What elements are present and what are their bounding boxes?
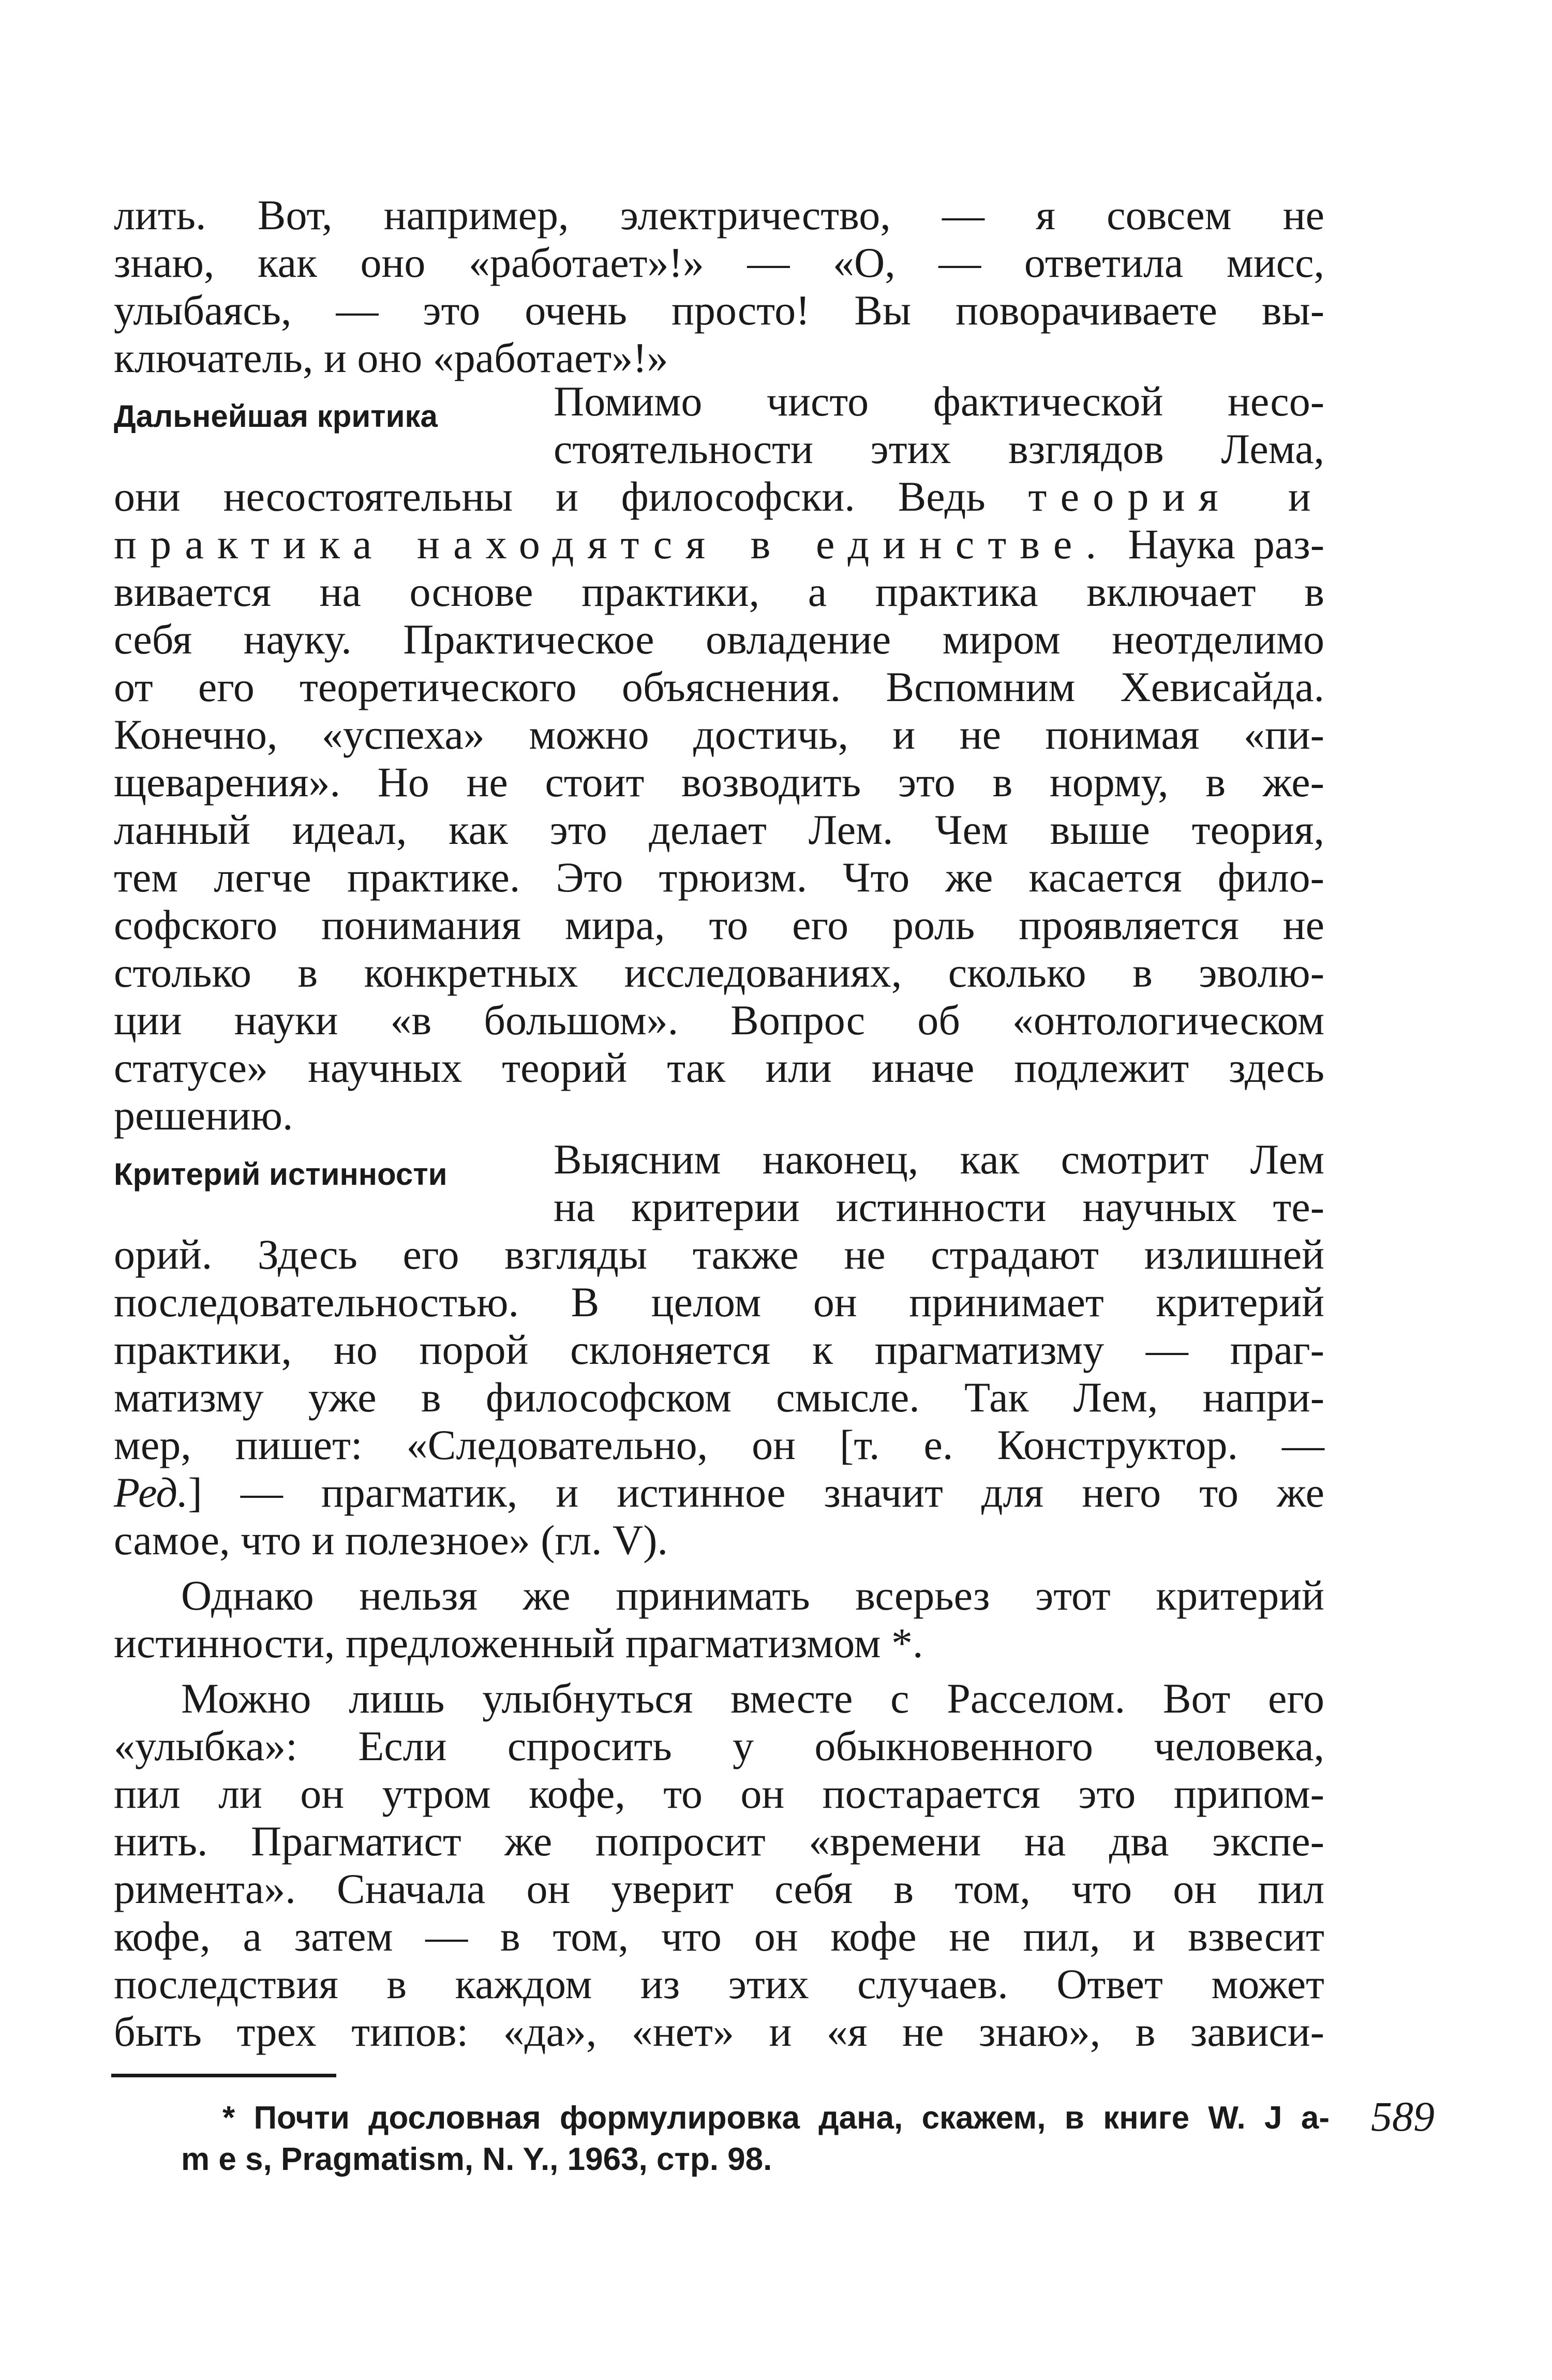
- spaced-emphasis: теория и: [1028, 473, 1324, 520]
- text-line: Однако нельзя же принимать всерьез этот критерий: [181, 1572, 1324, 1619]
- text-span: ] — прагматик, и истинное значит для него то же: [188, 1469, 1324, 1516]
- text-line: нить. Прагматист же попросит «времени на два экспе-: [114, 1818, 1324, 1865]
- text-line: мер, пишет: «Следовательно, он [т. е. Конструктор. —: [114, 1421, 1324, 1468]
- text-line: улыбаясь, — это очень просто! Вы поворачиваете вы-: [114, 287, 1324, 334]
- text-span: Наука раз-: [1128, 520, 1324, 568]
- text-line: последствия в каждом из этих случаев. Ответ может: [114, 1960, 1324, 2007]
- text-line: Конечно, «успеха» можно достичь, и не понимая «пи-: [114, 711, 1324, 758]
- text-span: они несостоятельны и философски. Ведь: [114, 473, 986, 520]
- text-line: тем легче практике. Это трюизм. Что же касается фило-: [114, 854, 1324, 901]
- text-line: Помимо чисто фактической несо-: [554, 378, 1324, 425]
- text-line: быть трех типов: «да», «нет» и «я не знаю», в зависи-: [114, 2008, 1324, 2055]
- text-line: на критерии истинности научных те-: [554, 1183, 1324, 1230]
- spaced-emphasis: практика находятся в единстве.: [114, 520, 1110, 568]
- text-line: [114, 473, 1324, 520]
- text-line: кофе, а затем — в том, что он кофе не пил, и взвесит: [114, 1913, 1324, 1960]
- text-line: истинности, предложенный прагматизмом *.: [114, 1619, 923, 1667]
- text-line: статусе» научных теорий так или иначе подлежит здесь: [114, 1044, 1324, 1091]
- footnote-line: m e s, Pragmatism, N. Y., 1963, стр. 98.: [181, 2141, 772, 2177]
- text-line: римента». Сначала он уверит себя в том, что он пил: [114, 1865, 1324, 1912]
- text-line: столько в конкретных исследованиях, сколько в эволю-: [114, 949, 1324, 996]
- text-line: себя науку. Практическое овладение миром неотделимо: [114, 616, 1324, 663]
- side-heading: Дальнейшая критика: [114, 399, 438, 434]
- text-line: софского понимания мира, то его роль проявляется не: [114, 901, 1324, 948]
- side-heading: Критерий истинности: [114, 1157, 447, 1192]
- italic-abbrev: Ред.: [114, 1469, 188, 1516]
- text-line: ключатель, и оно «работает»!»: [114, 334, 668, 381]
- footnote-rule: [111, 2074, 336, 2077]
- text-line: последовательностью. В целом он принимает критерий: [114, 1278, 1324, 1326]
- text-line: Можно лишь улыбнуться вместе с Расселом. Вот его: [181, 1675, 1324, 1722]
- text-line: ции науки «в большом». Вопрос об «онтологическом: [114, 996, 1324, 1044]
- text-line: матизму уже в философском смысле. Так Лем, напри-: [114, 1374, 1324, 1421]
- text-line: Выясним наконец, как смотрит Лем: [554, 1136, 1324, 1183]
- footnote-line: * Почти дословная формулировка дана, скажем, в книге W. J a-: [222, 2100, 1330, 2136]
- text-line: лить. Вот, например, электричество, — я совсем не: [114, 191, 1324, 239]
- text-line: пил ли он утром кофе, то он постарается это припом-: [114, 1770, 1324, 1817]
- text-line: вивается на основе практики, а практика включает в: [114, 568, 1324, 615]
- text-line: ланный идеал, как это делает Лем. Чем выше теория,: [114, 806, 1324, 853]
- text-line: орий. Здесь его взгляды также не страдают излишней: [114, 1231, 1324, 1278]
- text-line: решению.: [114, 1092, 293, 1139]
- text-line: самое, что и полезное» (гл. V).: [114, 1516, 668, 1564]
- text-line: [114, 520, 1324, 568]
- text-line: [114, 1469, 1324, 1516]
- text-line: щеварения». Но не стоит возводить это в норму, в же-: [114, 758, 1324, 806]
- text-line: стоятельности этих взглядов Лема,: [554, 425, 1324, 472]
- text-line: от его теоретического объяснения. Вспомним Хевисайда.: [114, 663, 1324, 710]
- text-line: практики, но порой склоняется к прагматизму — праг-: [114, 1326, 1324, 1373]
- text-line: знаю, как оно «работает»!» — «О, — ответила мисс,: [114, 239, 1324, 286]
- text-line: «улыбка»: Если спросить у обыкновенного человека,: [114, 1722, 1324, 1769]
- page-number: 589: [1371, 2093, 1435, 2140]
